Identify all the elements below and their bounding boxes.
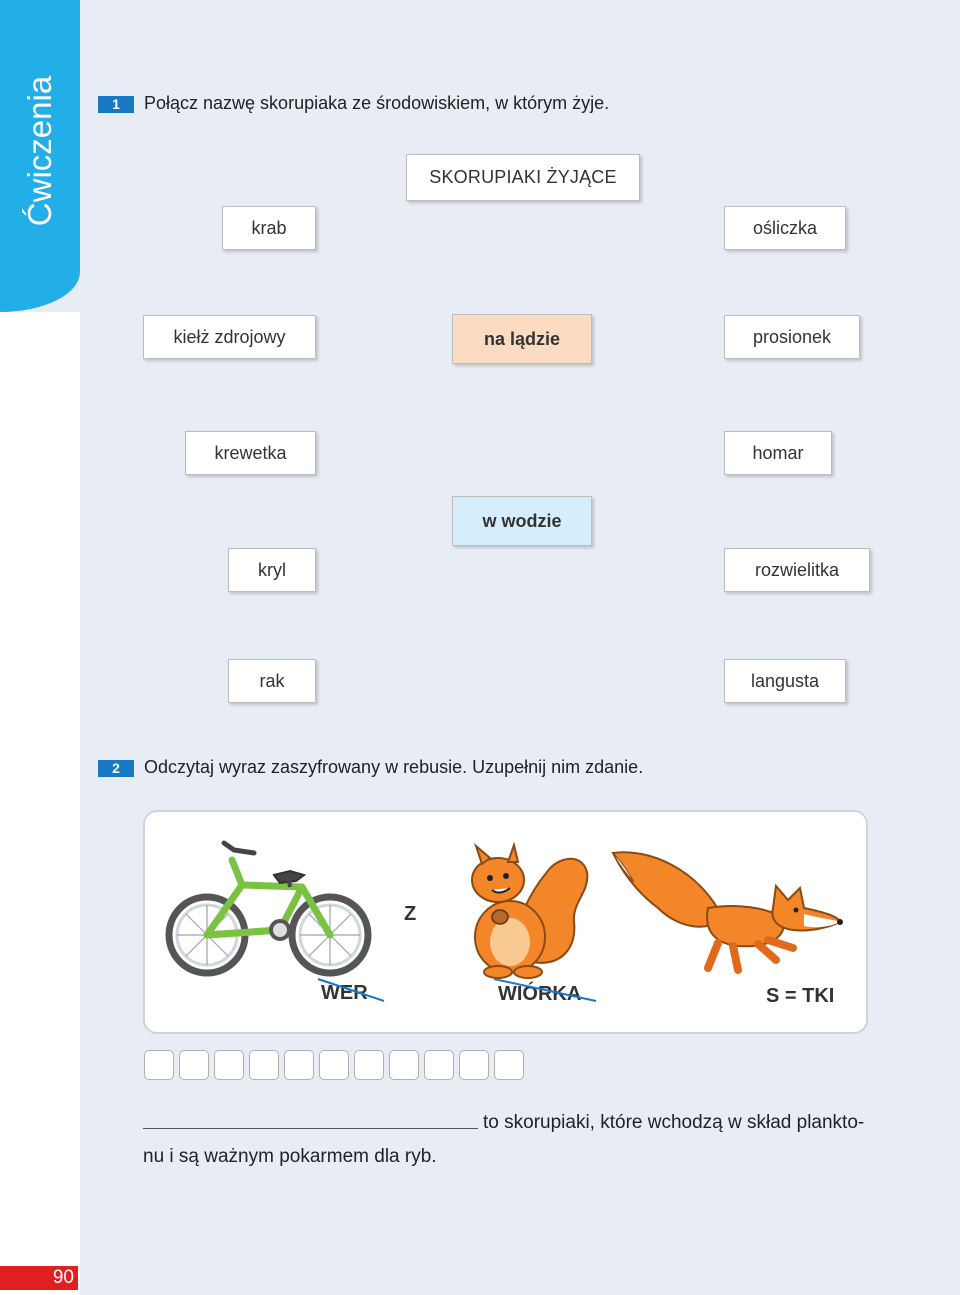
sentence-part-1: to skorupiaki, które wchodzą w skład plankto- [483,1112,865,1133]
term-box-prosionek[interactable]: prosionek [724,315,860,359]
letter-box[interactable] [319,1050,349,1080]
term-box-kryl[interactable]: kryl [228,548,316,592]
category-box-water[interactable]: w wodzie [452,496,592,546]
rebus-crossed-word-1: WER [321,982,368,1004]
exercise-1-number: 1 [98,96,134,113]
squirrel-picture [462,842,592,980]
answer-fill-line[interactable] [143,1128,478,1129]
letter-box[interactable] [389,1050,419,1080]
page-number: 90 [52,1267,74,1288]
side-tab-label [0,0,80,312]
term-box-krewetka[interactable]: krewetka [185,431,316,475]
term-box-langusta[interactable]: langusta [724,659,846,703]
left-strip [0,312,80,1295]
bicycle-picture [162,835,377,980]
term-box-rak[interactable]: rak [228,659,316,703]
rebus-letter-z: Z [404,903,417,925]
letter-box[interactable] [284,1050,314,1080]
letter-box[interactable] [459,1050,489,1080]
letter-box[interactable] [494,1050,524,1080]
letter-box[interactable] [144,1050,174,1080]
letter-box[interactable] [249,1050,279,1080]
letter-box[interactable] [214,1050,244,1080]
exercise-1-instruction: Połącz nazwę skorupiaka ze środowiskiem, w którym żyje. [144,93,610,113]
strike-line-2 [492,975,600,1005]
letter-box[interactable] [354,1050,384,1080]
term-box-rozwielitka[interactable]: rozwielitka [724,548,870,592]
rebus-letter-swap: S = TKI [766,985,835,1007]
letter-box[interactable] [424,1050,454,1080]
category-box-land[interactable]: na lądzie [452,314,592,364]
term-box-homar[interactable]: homar [724,431,832,475]
term-box-krab[interactable]: krab [222,206,316,250]
term-box-osliczka[interactable]: ośliczka [724,206,846,250]
term-box-kielz-zdrojowy[interactable]: kiełż zdrojowy [143,315,316,359]
side-tab-text: Ćwiczenia [21,75,59,227]
exercise-2-number: 2 [98,760,134,777]
exercise-2-instruction: Odczytaj wyraz zaszyfrowany w rebusie. Uzupełnij nim zdanie. [144,757,644,777]
sentence-part-2: nu i są ważnym pokarmem dla ryb. [143,1146,437,1167]
letter-box[interactable] [179,1050,209,1080]
fox-picture [608,848,848,976]
rebus-crossed-word-2: WIÓRKA [498,983,582,1005]
title-box: SKORUPIAKI ŻYJĄCE [406,154,640,201]
strike-line-1 [316,975,388,1005]
